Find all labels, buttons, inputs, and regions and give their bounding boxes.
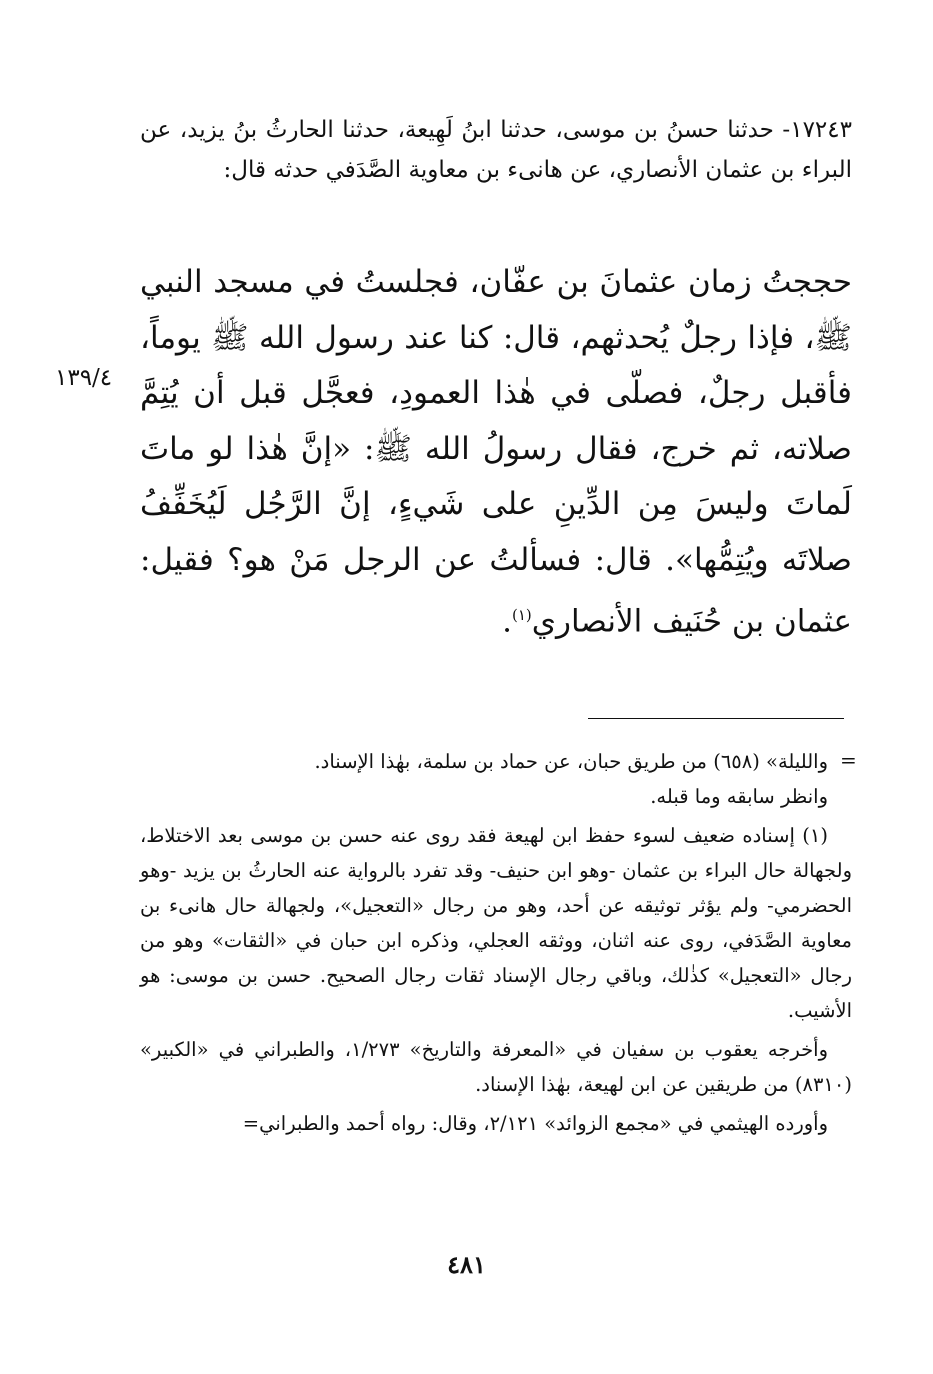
hadith-text: حججتُ زمان عثمانَ بن عفّان، فجلستُ في مسجد النبي ﷺ، فإذا رجلٌ يُحدثهم، قال: كنا عند رسول الله ﷺ يوماً، فأقبل رجلٌ، فصلّى في هٰذا العمودِ، فعجَّل قبل أن يُتِمَّ صلاته، ثم خرج، فقال رسولُ الله ﷺ: «إنَّ هٰذا لو ماتَ لَماتَ وليسَ مِن الدِّينِ على شَيءٍ، إنَّ الرَّجُل لَيُخَفِّفُ صلاتَه ويُتِمُّها». قال: فسألتُ عن الرجل مَنْ هو؟ فقيل: عثمان بن حُنَيف الأنصاري: [140, 264, 852, 640]
footnote-paragraph: وأورده الهيثمي في «مجمع الزوائد» ٢/١٢١، وقال: رواه أحمد والطبراني=: [242, 1112, 828, 1135]
footnote-paragraph: وأخرجه يعقوب بن سفيان في «المعرفة والتاريخ» ١/٢٧٣، والطبراني في «الكبير» (٨٣١٠) من طريقين عن ابن لهيعة، بهٰذا الإسناد.: [140, 1038, 852, 1096]
margin-volume-page-reference: ١٣٩/٤: [55, 365, 113, 391]
footnote-line: والليلة» (٦٥٨) من طريق حبان، عن حماد بن سلمة، بهٰذا الإسناد.: [314, 750, 828, 773]
footnote-line: وانظر سابقه وما قبله.: [650, 785, 828, 808]
hadith-paragraph: [140, 255, 852, 650]
footnote-separator-line: [588, 718, 844, 719]
footnote-1: (١) إسناده ضعيف لسوء حفظ ابن لهيعة فقد روى عنه حسن بن موسى بعد الاختلاط، ولجهالة حال البراء بن عثمان -وهو ابن حنيف- وقد تفرد بالرواية عنه الحارثُ بن يزيد -وهو الحضرمي- ولم يؤثر توثيقه عن أحد، وهو من رجال «التعجيل»، ولجهالة حال هانىء بن معاوية الصَّدَفي، روى عنه اثنان، ووثقه العجلي، وذكره ابن حبان في «الثقات» وهو من رجال «التعجيل» كذٰلك، وباقي رجال الإسناد ثقات رجال الصحيح. حسن بن موسى: هو الأشيب.: [140, 824, 852, 1022]
hadith-end: .: [502, 603, 512, 640]
footnotes-section: [140, 744, 852, 1141]
page-number: ٤٨١: [447, 1250, 486, 1279]
footnote-reference: (١): [512, 606, 532, 624]
footnote-continuation-marker: =: [840, 748, 857, 772]
isnad-paragraph: [140, 110, 852, 190]
isnad-text: ١٧٢٤٣- حدثنا حسنُ بن موسى، حدثنا ابنُ لَهِيعة، حدثنا الحارثُ بنُ يزيد، عن البراء بن عثمان الأنصاري، عن هانىء بن معاوية الصَّدَفي حدثه قال:: [140, 117, 852, 183]
